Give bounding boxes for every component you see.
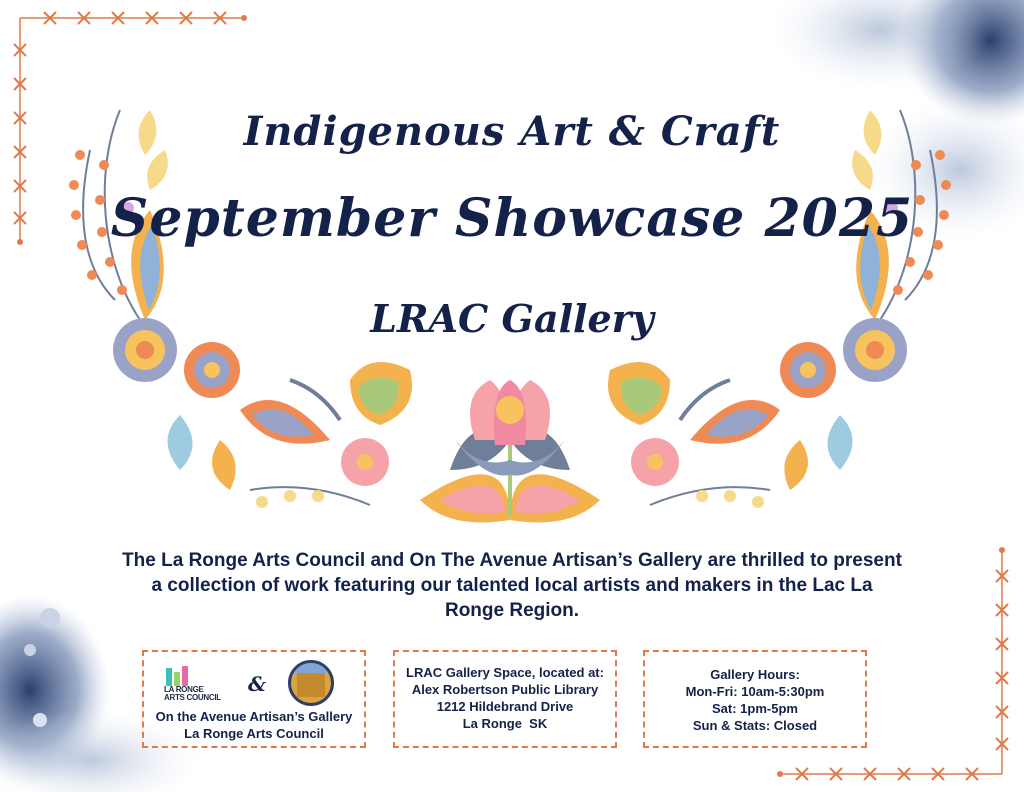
partner-logos xyxy=(144,652,364,708)
hours-box xyxy=(643,650,867,748)
lotus-flower xyxy=(420,380,600,523)
ampersand: & xyxy=(248,672,267,696)
location-line: 1212 Hildebrand Drive xyxy=(436,699,574,714)
partner-name: On the Avenue Artisan’s Gallery xyxy=(155,709,353,724)
partners-box xyxy=(142,650,366,748)
event-description: The La Ronge Arts Council and On The Avenue Artisan’s Gallery are thrilled to present a collection of work featuring our talented local artists and makers in the Lac La Ronge Region. xyxy=(122,550,902,621)
location-line: LRAC Gallery Space, located at: xyxy=(406,665,604,680)
event-subtitle: September Showcase 2025 xyxy=(110,188,914,249)
hours-line: Sun & Stats: Closed xyxy=(692,718,818,733)
lrac-logo-line: ARTS COUNCIL xyxy=(164,693,221,702)
hours-line: Mon-Fri: 10am-5:30pm xyxy=(685,684,825,699)
location-line: La Ronge SK xyxy=(462,716,548,731)
event-title: Indigenous Art & Craft xyxy=(243,108,781,155)
location-box xyxy=(393,650,617,748)
location-line: Alex Robertson Public Library xyxy=(411,682,599,697)
lrac-logo xyxy=(162,666,234,702)
hours-line: Sat: 1pm-5pm xyxy=(712,701,798,716)
avenue-gallery-logo xyxy=(288,660,334,706)
venue-title: LRAC Gallery xyxy=(370,296,654,341)
hours-heading: Gallery Hours: xyxy=(710,667,800,682)
lrac-logo-line: LA RONGE xyxy=(164,685,204,694)
partner-name: La Ronge Arts Council xyxy=(184,726,324,741)
